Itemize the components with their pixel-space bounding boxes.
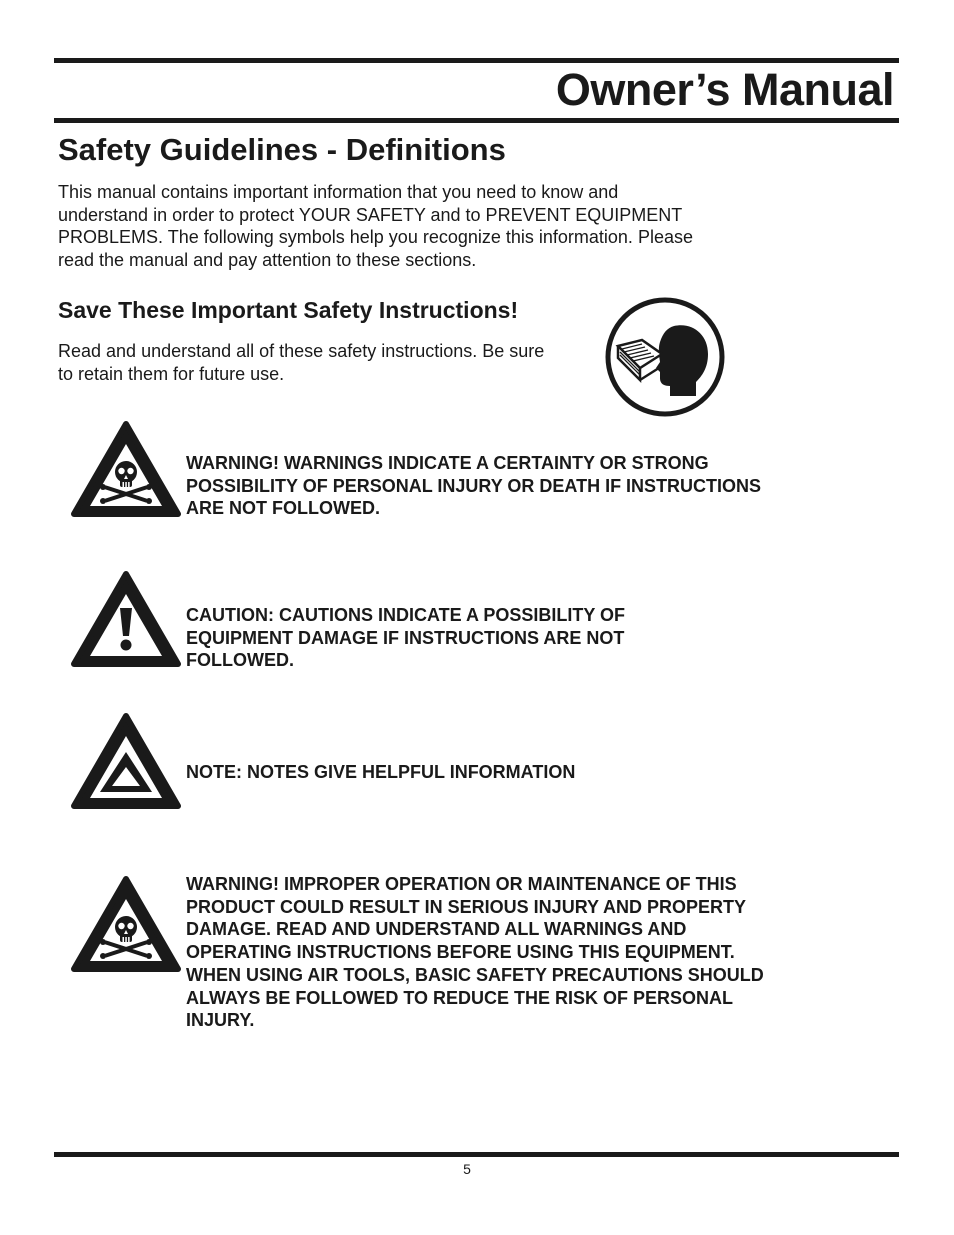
triangle-note-icon <box>70 712 182 810</box>
caution-definition-text: CAUTION: CAUTIONS INDICATE A POSSIBILITY OF EQUIPMENT DAMAGE IF INSTRUCTIONS ARE NOT FOLLOWED. <box>186 605 626 671</box>
save-instructions-heading: Save These Important Safety Instructions! <box>58 297 519 323</box>
note-definition-text: NOTE: NOTES GIVE HELPFUL INFORMATION <box>186 762 576 782</box>
exclamation-caution-icon <box>70 570 182 668</box>
footer-rule <box>54 1152 899 1157</box>
skull-crossbones-warning-icon <box>70 875 182 973</box>
header-rule-top <box>54 58 899 63</box>
section-title: Safety Guidelines - Definitions <box>58 132 506 167</box>
warning-definition-text: WARNING! WARNINGS INDICATE A CERTAINTY OR STRONG POSSIBILITY OF PERSONAL INJURY OR DEATH IF INSTRUCTIONS ARE NOT FOLLOWED. <box>186 453 762 519</box>
save-instructions-body: Read and understand all of these safety instructions. Be sure to retain them for future use. <box>58 341 545 384</box>
page-header-title: Owner’s Manual <box>555 64 894 115</box>
skull-crossbones-warning-icon <box>70 420 182 518</box>
header-rule-bottom <box>54 118 899 123</box>
operation-warning-text: WARNING! IMPROPER OPERATION OR MAINTENANCE OF THIS PRODUCT COULD RESULT IN SERIOUS INJURY AND PROPERTY DAMAGE. READ AND UNDERSTAND ALL WARNINGS AND OPERATING INSTRUCTIONS BEFORE USING THIS EQUIPMENT. WHEN USING AIR TOOLS, BASIC SAFETY PRECAUTIONS SHOULD ALWAYS BE FOLLOWED TO REDUCE THE RISK OF PERSONAL INJURY. <box>186 874 764 1031</box>
intro-paragraph: This manual contains important information that you need to know and understand in order to protect YOUR SAFETY and to PREVENT EQUIPMENT PROBLEMS. The following symbols help you recognize this information. Please read the manual and pay attention to these sections. <box>58 182 693 271</box>
read-manual-icon <box>604 296 726 418</box>
page-number: 5 <box>463 1161 471 1177</box>
